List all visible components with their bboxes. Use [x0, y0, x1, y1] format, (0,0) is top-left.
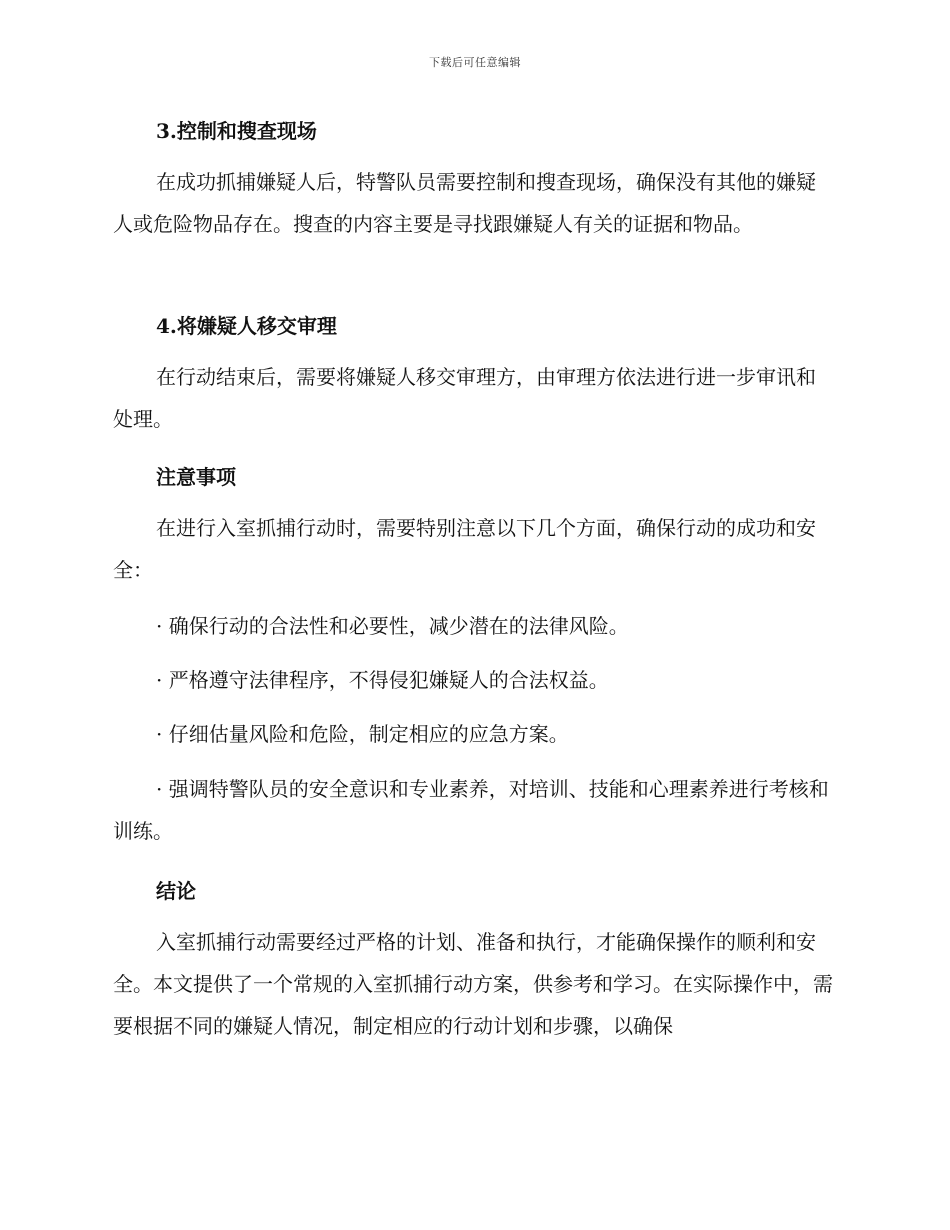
page-header: 下载后可任意编辑 — [429, 56, 521, 69]
section-paragraph-3: 在成功抓捕嫌疑人后，特警队员需要控制和搜查现场，确保没有其他的嫌疑人或危险物品存在。搜查的内容主要是寻找跟嫌疑人有关的证据和物品。 — [113, 170, 816, 236]
notes-bullet-2: · 严格遵守法律程序，不得侵犯嫌疑人的合法权益。 — [156, 668, 609, 692]
section-heading-3: 3.控制和搜查现场 — [156, 119, 317, 143]
notes-bullet-1: · 确保行动的合法性和必要性，减少潜在的法律风险。 — [156, 614, 629, 638]
notes-intro-paragraph: 在进行入室抓捕行动时，需要特别注意以下几个方面，确保行动的成功和安全： — [113, 516, 816, 582]
section-paragraph-4: 在行动结束后，需要将嫌疑人移交审理方，由审理方依法进行进一步审讯和处理。 — [113, 365, 816, 431]
notes-bullet-4: · 强调特警队员的安全意识和专业素养，对培训、技能和心理素养进行考核和训练。 — [113, 777, 829, 843]
notes-bullet-3: · 仔细估量风险和危险，制定相应的应急方案。 — [156, 722, 569, 746]
section-heading-notes: 注意事项 — [156, 465, 236, 489]
conclusion-paragraph: 入室抓捕行动需要经过严格的计划、准备和执行，才能确保操作的顺利和安全。本文提供了一个常规的入室抓捕行动方案，供参考和学习。在实际操作中，需要根据不同的嫌疑人情况，制定相应的行动计划和步骤，以确保 — [113, 930, 833, 1038]
section-heading-conclusion: 结论 — [156, 879, 196, 903]
section-heading-4: 4.将嫌疑人移交审理 — [156, 314, 337, 338]
